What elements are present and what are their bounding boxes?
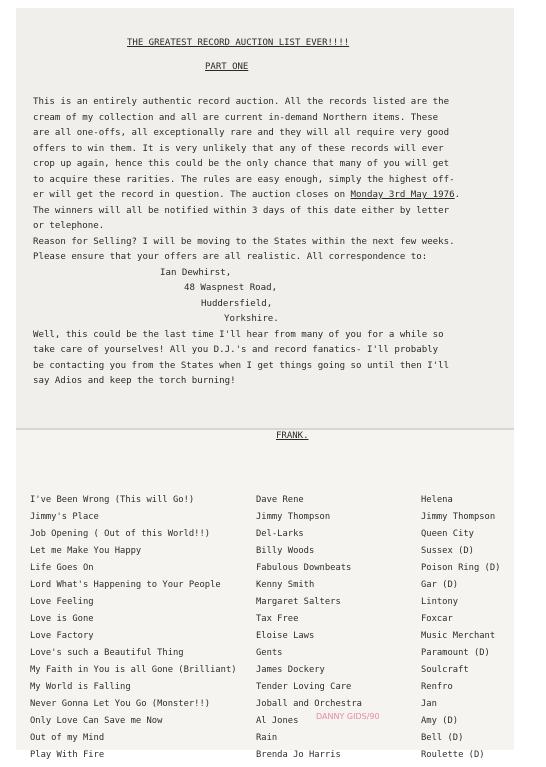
signoff: FRANK. [276,431,309,441]
record-artist: Fabulous Downbeats [256,563,352,573]
document-title: THE GREATEST RECORD AUCTION LIST EVER!!!! [127,38,350,48]
record-title: Love Factory [30,631,94,641]
address-line: Ian Dewhirst, [160,267,232,278]
record-title: Lord What's Happening to Your People [30,580,221,590]
record-artist: Tax Free [256,614,299,624]
record-artist: Brenda Jo Harris [256,750,341,760]
intro-line: The winners will all be notified within 3 days of this date either by letter [33,205,450,216]
record-artist: Margaret Salters [256,597,341,607]
table-row [30,529,514,546]
record-title: I've Been Wrong (This will Go!) [30,495,195,505]
table-row [30,733,514,750]
record-label: Queen City [421,529,474,539]
record-label: Sussex (D) [421,546,474,556]
intro-line: er will get the record in question. The auction closes on [33,190,351,200]
address-line: Yorkshire. [224,314,279,324]
record-label: Gar (D) [421,580,459,590]
record-title: Life Goes On [30,563,94,573]
intro-line: are all one-offs, all exceptionally rare and they will all require very good [33,128,450,138]
table-row [30,563,514,580]
record-artist: Dave Rene [256,495,304,505]
address-line: Huddersfield, [201,298,273,309]
page-margin [514,0,546,750]
record-title: My Faith in You is all Gone (Brilliant) [30,665,237,675]
record-label: Lintony [421,597,459,607]
table-row [30,614,514,631]
intro-line: Please ensure that your offers are all realistic. All correspondence to: [33,252,428,262]
closing-date-line [33,188,460,204]
table-row [30,665,514,682]
record-title: Love is Gone [30,614,94,624]
record-title: My World is Falling [30,682,131,692]
farewell-line: be contacting you from the States when I get things going so until then I'll [33,360,450,371]
record-label: Jan [421,699,437,709]
record-title: Love's such a Beautiful Thing [30,648,184,658]
record-label: Bell (D) [421,733,464,743]
table-row [30,750,514,767]
record-artist: Gents [256,648,283,658]
record-artist: Al Jones [256,716,299,726]
table-row [30,682,514,699]
intro-line: offers to win them. It is very unlikely that any of these records will ever [33,143,444,154]
record-title: Only Love Can Save me Now [30,716,163,726]
record-title: Out of my Mind [30,733,105,743]
intro-line: Reason for Selling? I will be moving to the States within the next few weeks. [33,236,455,247]
farewell-line: Well, this could be the last time I'll hear from many of you for a while so [33,329,444,340]
record-artist: Eloise Laws [256,631,315,641]
record-list [30,495,514,767]
record-title: Never Gonna Let You Go (Monster!!) [30,699,211,709]
table-row [30,699,514,716]
record-label: Poison Ring (D) [421,563,501,573]
record-label: Renfro [421,682,453,692]
intro-line: This is an entirely authentic record auction. All the records listed are the [33,97,450,107]
record-artist: Rain [256,733,278,743]
record-artist: Tender Loving Care [256,682,352,692]
table-row [30,631,514,648]
table-row [30,716,514,733]
record-label: Music Merchant [421,631,496,641]
table-row [30,597,514,614]
table-row [30,512,514,529]
record-label: Soulcraft [421,665,469,675]
record-artist: James Dockery [256,665,325,675]
record-label: Paramount (D) [421,648,490,658]
record-label: Roulette (D) [421,750,485,760]
record-artist: Billy Woods [256,546,315,556]
part-heading: PART ONE [205,62,249,72]
record-label: Foxcar [421,614,453,624]
record-title: Job Opening ( Out of this World!!) [30,529,211,539]
address-line: 48 Waspnest Road, [184,283,278,293]
record-label: Amy (D) [421,716,459,726]
fold-line [16,428,514,430]
record-title: Play With Fire [30,750,105,760]
record-title: Let me Make You Happy [30,546,142,556]
intro-line: to acquire these rarities. The rules are easy enough, simply the highest off- [33,174,455,185]
table-row [30,648,514,665]
table-row [30,495,514,512]
record-artist: Joball and Orchestra [256,699,362,709]
closing-date: Monday 3rd May 1976 [350,190,455,200]
table-row [30,546,514,563]
record-title: Love Feeling [30,597,94,607]
record-artist: Del-Larks [256,529,304,539]
record-title: Jimmy's Place [30,512,99,522]
handwritten-note: DANNY GIDS/90 [316,712,380,721]
farewell-line: take care of yourselves! All you D.J.'s and record fanatics- I'll probably [33,345,439,355]
record-artist: Jimmy Thompson [256,512,331,522]
closing-punctuation: . [454,190,461,200]
intro-line: crop up again, hence this could be the only chance that many of you will get [33,159,450,169]
record-label: Helena [421,495,453,505]
record-label: Jimmy Thompson [421,512,496,522]
record-artist: Kenny Smith [256,580,315,590]
intro-line: cream of my collection and all are current in-demand Northern items. These [33,112,439,123]
intro-line: or telephone. [33,221,105,231]
table-row [30,580,514,597]
farewell-line: say Adios and keep the torch burning! [33,376,236,386]
